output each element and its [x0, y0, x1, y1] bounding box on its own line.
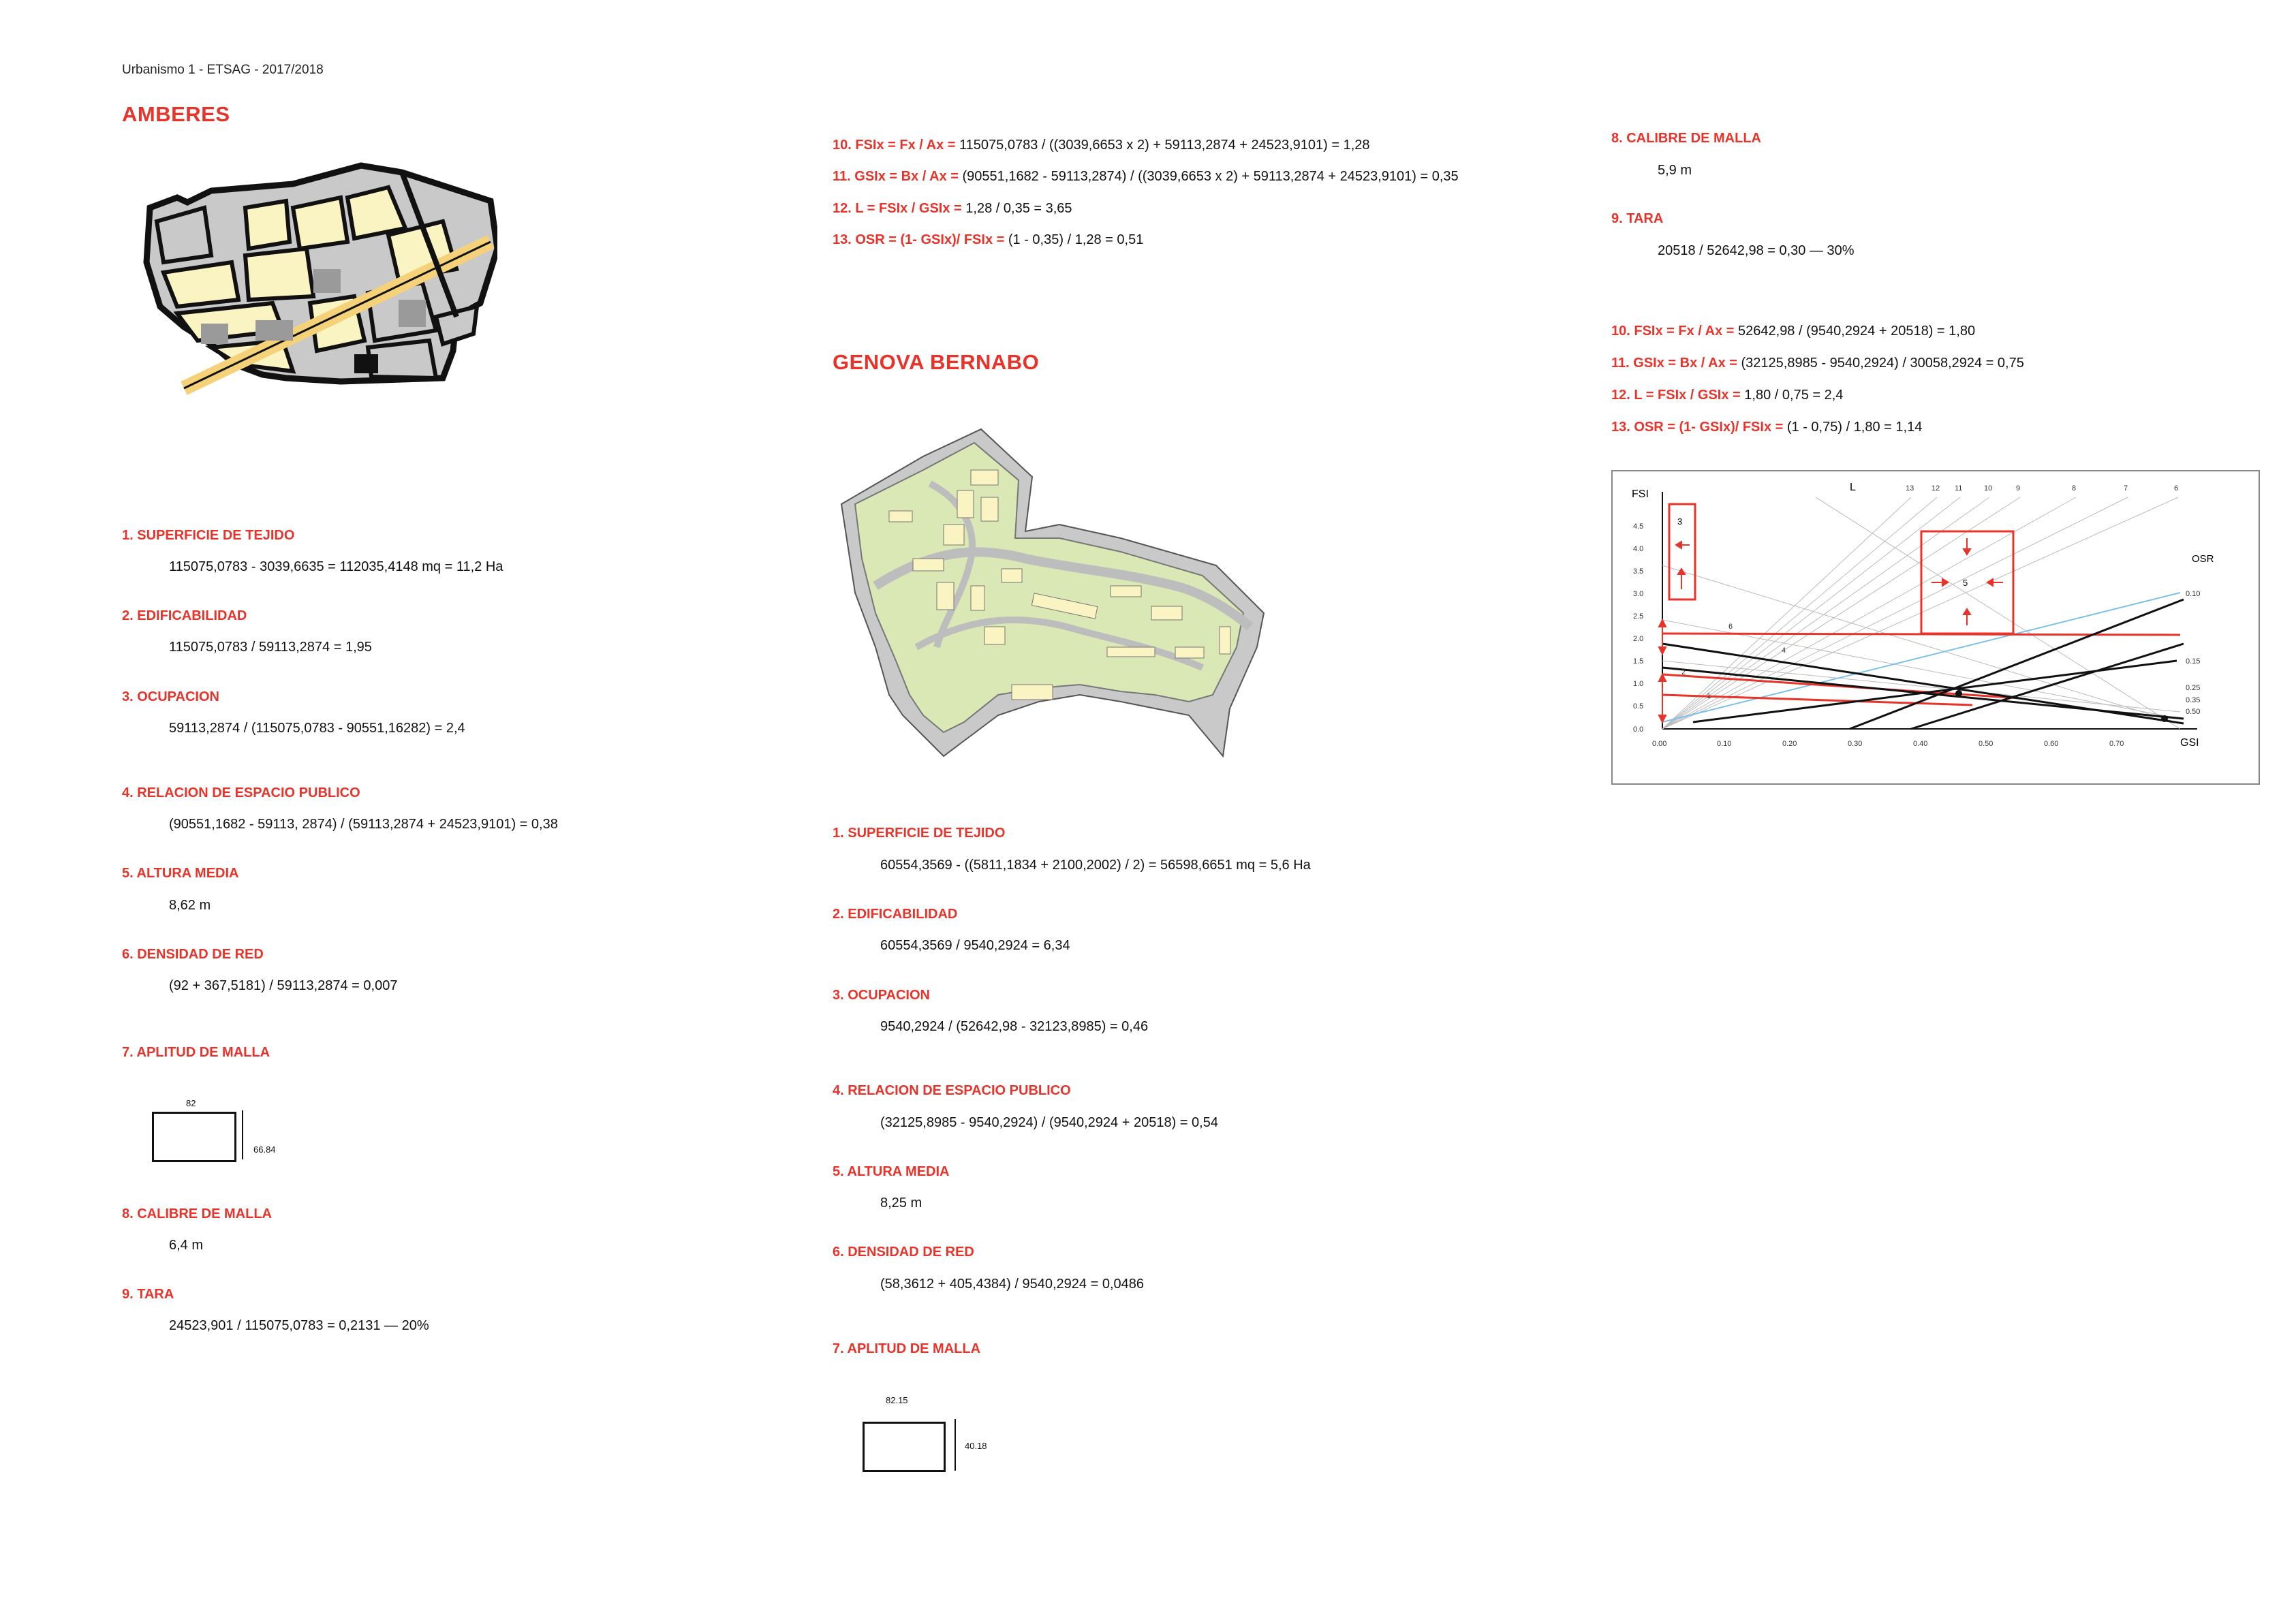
- y-tick: 1.0: [1633, 680, 1644, 688]
- amberes-mesh-dimline: [242, 1110, 243, 1159]
- amberes-s5-title: 5. ALTURA MEDIA: [122, 866, 239, 881]
- amberes-s6-title: 6. DENSIDAD DE RED: [122, 947, 264, 962]
- amberes-s11: [833, 169, 1459, 185]
- amberes-s10-label: 10. FSIx = Fx / Ax =: [833, 138, 960, 153]
- amberes-s12: [833, 201, 1072, 217]
- l-tick: 10: [1984, 484, 1993, 493]
- genova-s4-title: 4. RELACION DE ESPACIO PUBLICO: [833, 1083, 1071, 1098]
- l-tick: 12: [1932, 484, 1940, 493]
- amberes-s10: [833, 138, 1370, 153]
- y-tick: 4.0: [1633, 545, 1644, 553]
- box-label: 3: [1677, 516, 1683, 527]
- genova-s11-value: (32125,8985 - 9540,2924) / 30058,2924 = 0,75: [1741, 356, 2024, 371]
- genova-mesh-dimline: [955, 1419, 956, 1471]
- genova-s1-title: 1. SUPERFICIE DE TEJIDO: [833, 826, 1006, 841]
- y-tick: 3.5: [1633, 567, 1644, 576]
- x-tick: 0.40: [1913, 740, 1928, 748]
- amberes-s4-value: (90551,1682 - 59113, 2874) / (59113,2874 + 24523,9101) = 0,38: [169, 817, 558, 832]
- amberes-map: [136, 160, 497, 467]
- x-tick: 0.50: [1979, 740, 1994, 748]
- amberes-title: AMBERES: [122, 102, 230, 126]
- y-tick: 4.5: [1633, 522, 1644, 531]
- x-tick: 0.20: [1782, 740, 1797, 748]
- amberes-s2-value: 115075,0783 / 59113,2874 = 1,95: [169, 640, 372, 655]
- amberes-s11-label: 11. GSIx = Bx / Ax =: [833, 169, 963, 184]
- amberes-mesh-rect: [152, 1112, 236, 1162]
- x-tick: 0.70: [2109, 740, 2124, 748]
- l-tick: 9: [2016, 484, 2021, 493]
- genova-s2-value: 60554,3569 / 9540,2924 = 6,34: [880, 938, 1070, 953]
- amberes-s3-title: 3. OCUPACION: [122, 689, 219, 704]
- l-tick: 11: [1955, 484, 1963, 493]
- osr-tick: 0.50: [2186, 708, 2201, 716]
- y-axis-label: FSI: [1632, 488, 1649, 500]
- genova-s13-value: (1 - 0,75) / 1,80 = 1,14: [1786, 420, 1923, 435]
- y-tick: 1.5: [1633, 657, 1644, 666]
- amberes-s10-value: 115075,0783 / ((3039,6653 x 2) + 59113,2874 + 24523,9101) = 1,28: [959, 138, 1370, 153]
- genova-s6-value: (58,3612 + 405,4384) / 9540,2924 = 0,0486: [880, 1277, 1145, 1292]
- course-header: Urbanismo 1 - ETSAG - 2017/2018: [122, 63, 324, 77]
- genova-s9-value: 20518 / 52642,98 = 0,30 — 30%: [1658, 243, 1855, 258]
- genova-s4-value: (32125,8985 - 9540,2924) / (9540,2924 + 20518) = 0,54: [880, 1115, 1218, 1130]
- amberes-s8-value: 6,4 m: [169, 1238, 204, 1253]
- amberes-s12-label: 12. L = FSIx / GSIx =: [833, 201, 966, 216]
- genova-s11: [1611, 356, 2024, 371]
- genova-s13: [1611, 420, 1922, 435]
- genova-s5-title: 5. ALTURA MEDIA: [833, 1164, 950, 1179]
- genova-s1-value: 60554,3569 - ((5811,1834 + 2100,2002) / 2) = 56598,6651 mq = 5,6 Ha: [880, 858, 1311, 873]
- osr-tick: 0.15: [2186, 657, 2201, 666]
- l-label: L: [1850, 482, 1856, 493]
- genova-s10-label: 10. FSIx = Fx / Ax =: [1611, 324, 1739, 339]
- genova-s6-title: 6. DENSIDAD DE RED: [833, 1245, 974, 1260]
- amberes-s1-value: 115075,0783 - 3039,6635 = 112035,4148 mq = 11,2 Ha: [169, 559, 503, 574]
- genova-s7-title: 7. APLITUD DE MALLA: [833, 1341, 981, 1356]
- region-label: 4: [1782, 646, 1786, 655]
- amberes-mesh-width: 82: [186, 1098, 196, 1108]
- genova-s10-value: 52642,98 / (9540,2924 + 20518) = 1,80: [1738, 324, 1976, 339]
- amberes-s13-label: 13. OSR = (1- GSIx)/ FSIx =: [833, 232, 1008, 247]
- genova-s3-value: 9540,2924 / (52642,98 - 32123,8985) = 0,46: [880, 1019, 1149, 1034]
- genova-s5-value: 8,25 m: [880, 1196, 922, 1211]
- x-tick: 0.30: [1848, 740, 1863, 748]
- osr-tick: 0.35: [2186, 696, 2201, 704]
- genova-s12-label: 12. L = FSIx / GSIx =: [1611, 388, 1745, 403]
- l-tick: 13: [1906, 484, 1914, 493]
- genova-title: GENOVA BERNABO: [833, 350, 1040, 374]
- y-tick: 0.5: [1633, 702, 1644, 710]
- region-label: 2: [1681, 668, 1686, 676]
- amberes-mesh-height: 66.84: [253, 1144, 276, 1155]
- y-tick: 2.5: [1633, 612, 1644, 621]
- amberes-s8-title: 8. CALIBRE DE MALLA: [122, 1206, 272, 1221]
- genova-mesh-rect: [863, 1422, 946, 1472]
- genova-s9-title: 9. TARA: [1611, 211, 1664, 226]
- region-label: 6: [1728, 623, 1733, 631]
- genova-mesh-width: 82.15: [886, 1395, 908, 1405]
- y-tick: 2.0: [1633, 635, 1644, 643]
- genova-map: [835, 422, 1271, 763]
- osr-label: OSR: [2192, 553, 2214, 565]
- amberes-s13: [833, 232, 1143, 248]
- x-axis-label: GSI: [2180, 737, 2199, 749]
- box-label: 5: [1963, 578, 1968, 588]
- genova-s8-value: 5,9 m: [1658, 163, 1692, 178]
- amberes-point: [2161, 715, 2168, 722]
- genova-mesh-height: 40.18: [965, 1441, 987, 1451]
- amberes-s7-title: 7. APLITUD DE MALLA: [122, 1045, 270, 1060]
- osr-tick: 0.10: [2186, 590, 2201, 598]
- amberes-s12-value: 1,28 / 0,35 = 3,65: [965, 201, 1072, 216]
- amberes-s3-value: 59113,2874 / (115075,0783 - 90551,16282) = 2,4: [169, 721, 465, 736]
- genova-s12: [1611, 388, 1843, 403]
- x-tick: 0.10: [1717, 740, 1732, 748]
- genova-s12-value: 1,80 / 0,75 = 2,4: [1744, 388, 1844, 403]
- genova-s8-title: 8. CALIBRE DE MALLA: [1611, 131, 1761, 146]
- amberes-s9-value: 24523,901 / 115075,0783 = 0,2131 — 20%: [169, 1318, 429, 1333]
- y-tick: 3.0: [1633, 590, 1644, 598]
- x-tick: 0.60: [2044, 740, 2059, 748]
- region-label: 1: [1707, 692, 1711, 700]
- amberes-s6-value: (92 + 367,5181) / 59113,2874 = 0,007: [169, 978, 398, 993]
- spacemate-chart: [1611, 470, 2260, 785]
- amberes-s5-value: 8,62 m: [169, 898, 211, 913]
- l-tick: 8: [2072, 484, 2077, 493]
- genova-s2-title: 2. EDIFICABILIDAD: [833, 907, 958, 922]
- amberes-s13-value: (1 - 0,35) / 1,28 = 0,51: [1008, 232, 1144, 247]
- amberes-s2-title: 2. EDIFICABILIDAD: [122, 608, 247, 623]
- amberes-s4-title: 4. RELACION DE ESPACIO PUBLICO: [122, 785, 360, 800]
- amberes-s11-value: (90551,1682 - 59113,2874) / ((3039,6653 x 2) + 59113,2874 + 24523,9101) = 0,35: [962, 169, 1459, 184]
- osr-tick: 0.25: [2186, 684, 2201, 692]
- genova-s11-label: 11. GSIx = Bx / Ax =: [1611, 356, 1741, 371]
- l-tick: 6: [2174, 484, 2179, 493]
- genova-s3-title: 3. OCUPACION: [833, 988, 930, 1003]
- y-tick: 0.0: [1633, 725, 1644, 734]
- genova-s13-label: 13. OSR = (1- GSIx)/ FSIx =: [1611, 420, 1787, 435]
- genova-s10: [1611, 324, 1975, 339]
- amberes-s9-title: 9. TARA: [122, 1287, 174, 1302]
- x-tick: 0.00: [1652, 740, 1667, 748]
- genova-point: [1955, 690, 1962, 697]
- l-tick: 7: [2124, 484, 2128, 493]
- amberes-s1-title: 1. SUPERFICIE DE TEJIDO: [122, 528, 295, 543]
